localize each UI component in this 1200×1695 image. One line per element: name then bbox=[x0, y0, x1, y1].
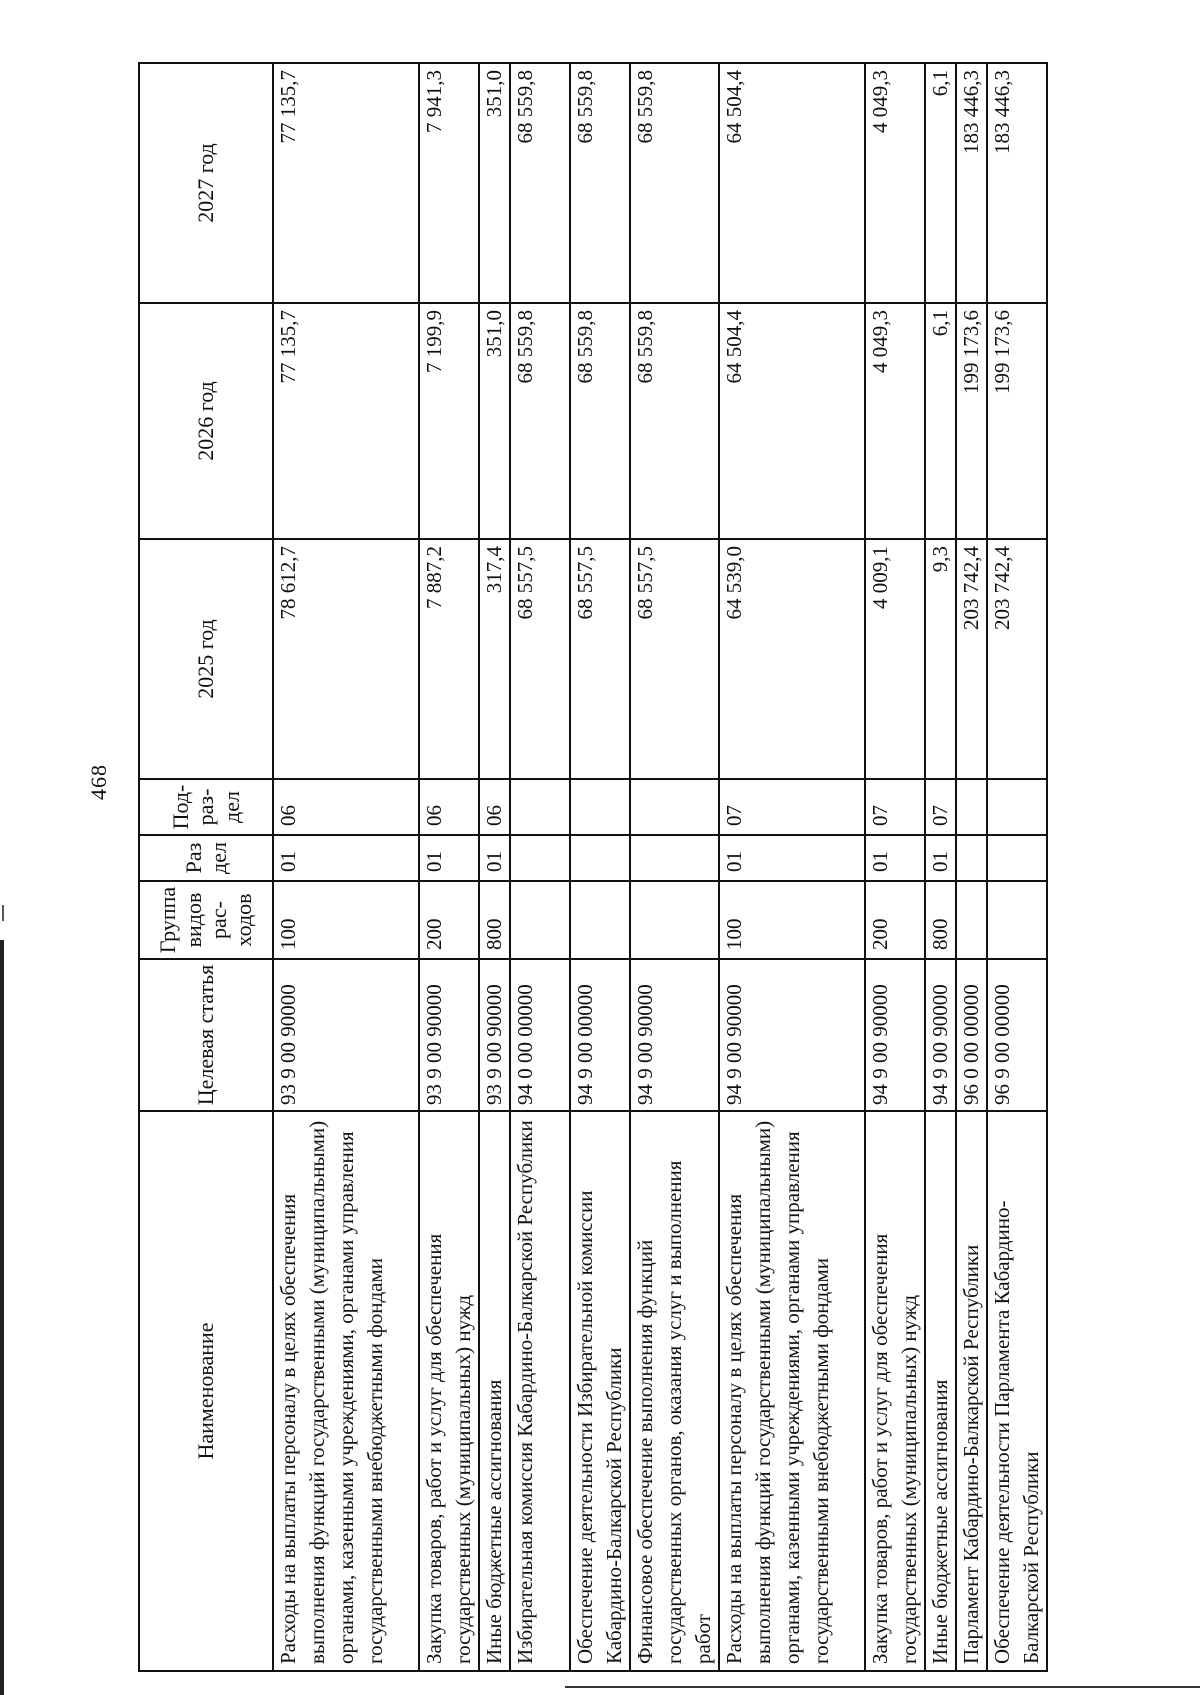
table-row bbox=[273, 63, 419, 1671]
page-number: 468 bbox=[86, 764, 111, 800]
cell-name: Парламент Кабардино-Балкарской Республики bbox=[956, 1111, 987, 1671]
table-row bbox=[419, 63, 479, 1671]
cell-name: Закупка товаров, работ и услуг для обеспечения государственных (муниципальных) нужд bbox=[865, 1111, 925, 1671]
cell-2026: 7 199,9 bbox=[419, 303, 479, 539]
cell-target: 94 9 00 90000 bbox=[719, 959, 865, 1111]
cell-subsection: 06 bbox=[273, 779, 419, 835]
cell-target: 94 0 00 00000 bbox=[510, 959, 570, 1111]
cell-2025: 68 557,5 bbox=[630, 539, 719, 779]
budget-table-rotated bbox=[138, 64, 1043, 1672]
header-target: Целевая статья bbox=[139, 959, 273, 1111]
header-subsection: Под-раз-дел bbox=[139, 779, 273, 835]
cell-2026: 68 559,8 bbox=[570, 303, 630, 539]
cell-subsection: 07 bbox=[719, 779, 865, 835]
header-2025: 2025 год bbox=[139, 539, 273, 779]
table-row bbox=[479, 63, 510, 1671]
cell-subsection: 07 bbox=[925, 779, 956, 835]
cell-subsection bbox=[956, 779, 987, 835]
header-2027: 2027 год bbox=[139, 63, 273, 303]
page-edge-rule bbox=[0, 940, 4, 1695]
cell-2027: 6,1 bbox=[925, 63, 956, 303]
cell-section: 01 bbox=[865, 835, 925, 881]
cell-group: 800 bbox=[925, 881, 956, 959]
cell-2027: 183 446,3 bbox=[987, 63, 1047, 303]
cell-2026: 199 173,6 bbox=[987, 303, 1047, 539]
cell-group bbox=[987, 881, 1047, 959]
cell-2025: 4 009,1 bbox=[865, 539, 925, 779]
cell-section: 01 bbox=[479, 835, 510, 881]
cell-2027: 77 135,7 bbox=[273, 63, 419, 303]
cell-2027: 68 559,8 bbox=[510, 63, 570, 303]
cell-group bbox=[956, 881, 987, 959]
cell-subsection bbox=[570, 779, 630, 835]
cell-section bbox=[510, 835, 570, 881]
cell-2025: 64 539,0 bbox=[719, 539, 865, 779]
cell-2026: 68 559,8 bbox=[630, 303, 719, 539]
cell-2026: 77 135,7 bbox=[273, 303, 419, 539]
cell-group bbox=[510, 881, 570, 959]
cell-name: Обеспечение деятельности Избирательной комиссии Кабардино-Балкарской Республики bbox=[570, 1111, 630, 1671]
cell-name: Расходы на выплаты персоналу в целях обеспечения выполнения функций государственными (муниципальными) органами, казенными учреждениями, органами управления государственными внебюджетными фондами bbox=[273, 1111, 419, 1671]
cell-group: 200 bbox=[419, 881, 479, 959]
table-row bbox=[570, 63, 630, 1671]
cell-target: 94 9 00 00000 bbox=[570, 959, 630, 1111]
table-row bbox=[719, 63, 865, 1671]
cell-target: 93 9 00 90000 bbox=[479, 959, 510, 1111]
cell-section: 01 bbox=[419, 835, 479, 881]
cell-target: 94 9 00 90000 bbox=[630, 959, 719, 1111]
cell-2027: 68 559,8 bbox=[630, 63, 719, 303]
header-row bbox=[139, 63, 273, 1671]
cell-section bbox=[987, 835, 1047, 881]
cell-2027: 351,0 bbox=[479, 63, 510, 303]
cell-name: Иные бюджетные ассигнования bbox=[925, 1111, 956, 1671]
cell-2025: 9,3 bbox=[925, 539, 956, 779]
cell-2026: 64 504,4 bbox=[719, 303, 865, 539]
cell-name: Закупка товаров, работ и услуг для обеспечения государственных (муниципальных) нужд bbox=[419, 1111, 479, 1671]
cell-subsection bbox=[510, 779, 570, 835]
cell-2027: 4 049,3 bbox=[865, 63, 925, 303]
cell-2025: 7 887,2 bbox=[419, 539, 479, 779]
cell-subsection: 07 bbox=[865, 779, 925, 835]
cell-subsection: 06 bbox=[479, 779, 510, 835]
cell-target: 93 9 00 90000 bbox=[419, 959, 479, 1111]
cell-target: 93 9 00 90000 bbox=[273, 959, 419, 1111]
cell-name: Избирательная комиссия Кабардино-Балкарской Республики bbox=[510, 1111, 570, 1671]
table-row bbox=[630, 63, 719, 1671]
header-section: Раз дел bbox=[139, 835, 273, 881]
cell-target: 96 9 00 00000 bbox=[987, 959, 1047, 1111]
scan-mark bbox=[2, 905, 4, 921]
cell-2026: 68 559,8 bbox=[510, 303, 570, 539]
cell-section bbox=[570, 835, 630, 881]
cell-2025: 68 557,5 bbox=[510, 539, 570, 779]
cell-group bbox=[570, 881, 630, 959]
cell-group: 100 bbox=[273, 881, 419, 959]
cell-group: 200 bbox=[865, 881, 925, 959]
table-row bbox=[987, 63, 1047, 1671]
cell-2025: 203 742,4 bbox=[987, 539, 1047, 779]
cell-group: 800 bbox=[479, 881, 510, 959]
cell-2027: 183 446,3 bbox=[956, 63, 987, 303]
bottom-rule bbox=[565, 1686, 1200, 1688]
table-row bbox=[510, 63, 570, 1671]
cell-2026: 6,1 bbox=[925, 303, 956, 539]
cell-subsection bbox=[630, 779, 719, 835]
cell-subsection: 06 bbox=[419, 779, 479, 835]
cell-section: 01 bbox=[273, 835, 419, 881]
cell-2025: 78 612,7 bbox=[273, 539, 419, 779]
cell-2026: 199 173,6 bbox=[956, 303, 987, 539]
cell-target: 94 9 00 90000 bbox=[865, 959, 925, 1111]
table-row bbox=[925, 63, 956, 1671]
cell-2026: 4 049,3 bbox=[865, 303, 925, 539]
cell-2027: 64 504,4 bbox=[719, 63, 865, 303]
cell-section bbox=[956, 835, 987, 881]
cell-target: 94 9 00 90000 bbox=[925, 959, 956, 1111]
cell-section: 01 bbox=[719, 835, 865, 881]
cell-2025: 68 557,5 bbox=[570, 539, 630, 779]
header-name: Наименование bbox=[139, 1111, 273, 1671]
cell-2027: 68 559,8 bbox=[570, 63, 630, 303]
header-group: Группа видов рас-ходов bbox=[139, 881, 273, 959]
cell-2025: 317,4 bbox=[479, 539, 510, 779]
cell-name: Расходы на выплаты персоналу в целях обеспечения выполнения функций государственными (муниципальными) органами, казенными учреждениями, органами управления государственными внебюджетными фондами bbox=[719, 1111, 865, 1671]
cell-target: 96 0 00 00000 bbox=[956, 959, 987, 1111]
cell-2025: 203 742,4 bbox=[956, 539, 987, 779]
budget-table bbox=[138, 62, 1048, 1672]
cell-2027: 7 941,3 bbox=[419, 63, 479, 303]
cell-name: Финансовое обеспечение выполнения функций государственных органов, оказания услуг и выполнения работ bbox=[630, 1111, 719, 1671]
table-row bbox=[865, 63, 925, 1671]
cell-name: Обеспечение деятельности Парламента Кабардино-Балкарской Республики bbox=[987, 1111, 1047, 1671]
cell-section bbox=[630, 835, 719, 881]
header-2026: 2026 год bbox=[139, 303, 273, 539]
table-row bbox=[956, 63, 987, 1671]
cell-2026: 351,0 bbox=[479, 303, 510, 539]
cell-section: 01 bbox=[925, 835, 956, 881]
cell-group bbox=[630, 881, 719, 959]
cell-name: Иные бюджетные ассигнования bbox=[479, 1111, 510, 1671]
cell-subsection bbox=[987, 779, 1047, 835]
cell-group: 100 bbox=[719, 881, 865, 959]
